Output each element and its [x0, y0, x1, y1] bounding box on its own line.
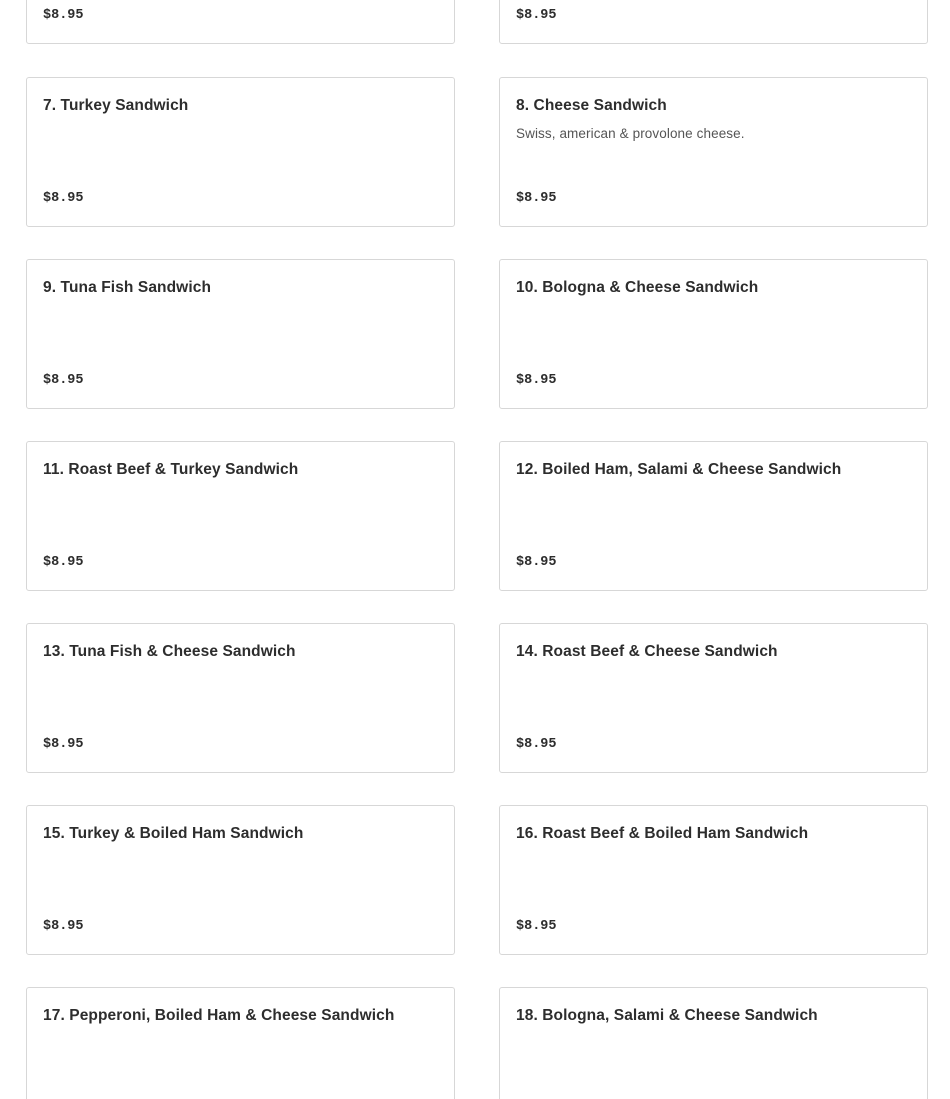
- menu-item-card[interactable]: [499, 623, 928, 773]
- menu-item-name: 14. Roast Beef & Cheese Sandwich: [516, 643, 778, 660]
- menu-item-card[interactable]: [499, 441, 928, 591]
- menu-item-price: $8.95: [43, 8, 84, 23]
- menu-item-card[interactable]: [499, 805, 928, 955]
- menu-item-name: 11. Roast Beef & Turkey Sandwich: [43, 461, 299, 478]
- menu-item-name: 16. Roast Beef & Boiled Ham Sandwich: [516, 825, 809, 842]
- menu-item-name: 17. Pepperoni, Boiled Ham & Cheese Sandwich: [43, 1007, 395, 1024]
- menu-item-price: $8.95: [516, 555, 557, 570]
- menu-item-card[interactable]: [499, 987, 928, 1099]
- menu-item-card[interactable]: [26, 805, 455, 955]
- menu-item-price: $8.95: [43, 191, 84, 206]
- menu-item-price: $8.95: [516, 191, 557, 206]
- menu-item-card[interactable]: [26, 259, 455, 409]
- menu-item-price: $8.95: [516, 8, 557, 23]
- menu-item-name: 18. Bologna, Salami & Cheese Sandwich: [516, 1007, 818, 1024]
- menu-item-name: 8. Cheese Sandwich: [516, 97, 667, 114]
- menu-item-card[interactable]: [499, 259, 928, 409]
- menu-item-price: $8.95: [516, 373, 557, 388]
- menu-item-name: 10. Bologna & Cheese Sandwich: [516, 279, 759, 296]
- menu-item-card[interactable]: [26, 77, 455, 227]
- menu-item-card[interactable]: [499, 0, 928, 44]
- menu-item-name: 15. Turkey & Boiled Ham Sandwich: [43, 825, 304, 842]
- menu-item-price: $8.95: [43, 737, 84, 752]
- menu-item-price: $8.95: [43, 919, 84, 934]
- menu-item-price: $8.95: [516, 737, 557, 752]
- menu-item-name: 12. Boiled Ham, Salami & Cheese Sandwich: [516, 461, 842, 478]
- menu-item-price: $8.95: [43, 555, 84, 570]
- menu-item-card[interactable]: [26, 0, 455, 44]
- menu-item-name: 7. Turkey Sandwich: [43, 97, 189, 114]
- menu-item-price: $8.95: [516, 919, 557, 934]
- menu-item-card[interactable]: [26, 441, 455, 591]
- menu-item-card[interactable]: [26, 987, 455, 1099]
- menu-item-name: 9. Tuna Fish Sandwich: [43, 279, 212, 296]
- menu-item-description: Swiss, american & provolone cheese.: [516, 126, 745, 141]
- menu-item-card[interactable]: [499, 77, 928, 227]
- menu-item-price: $8.95: [43, 373, 84, 388]
- menu-item-card[interactable]: [26, 623, 455, 773]
- menu-item-name: 13. Tuna Fish & Cheese Sandwich: [43, 643, 296, 660]
